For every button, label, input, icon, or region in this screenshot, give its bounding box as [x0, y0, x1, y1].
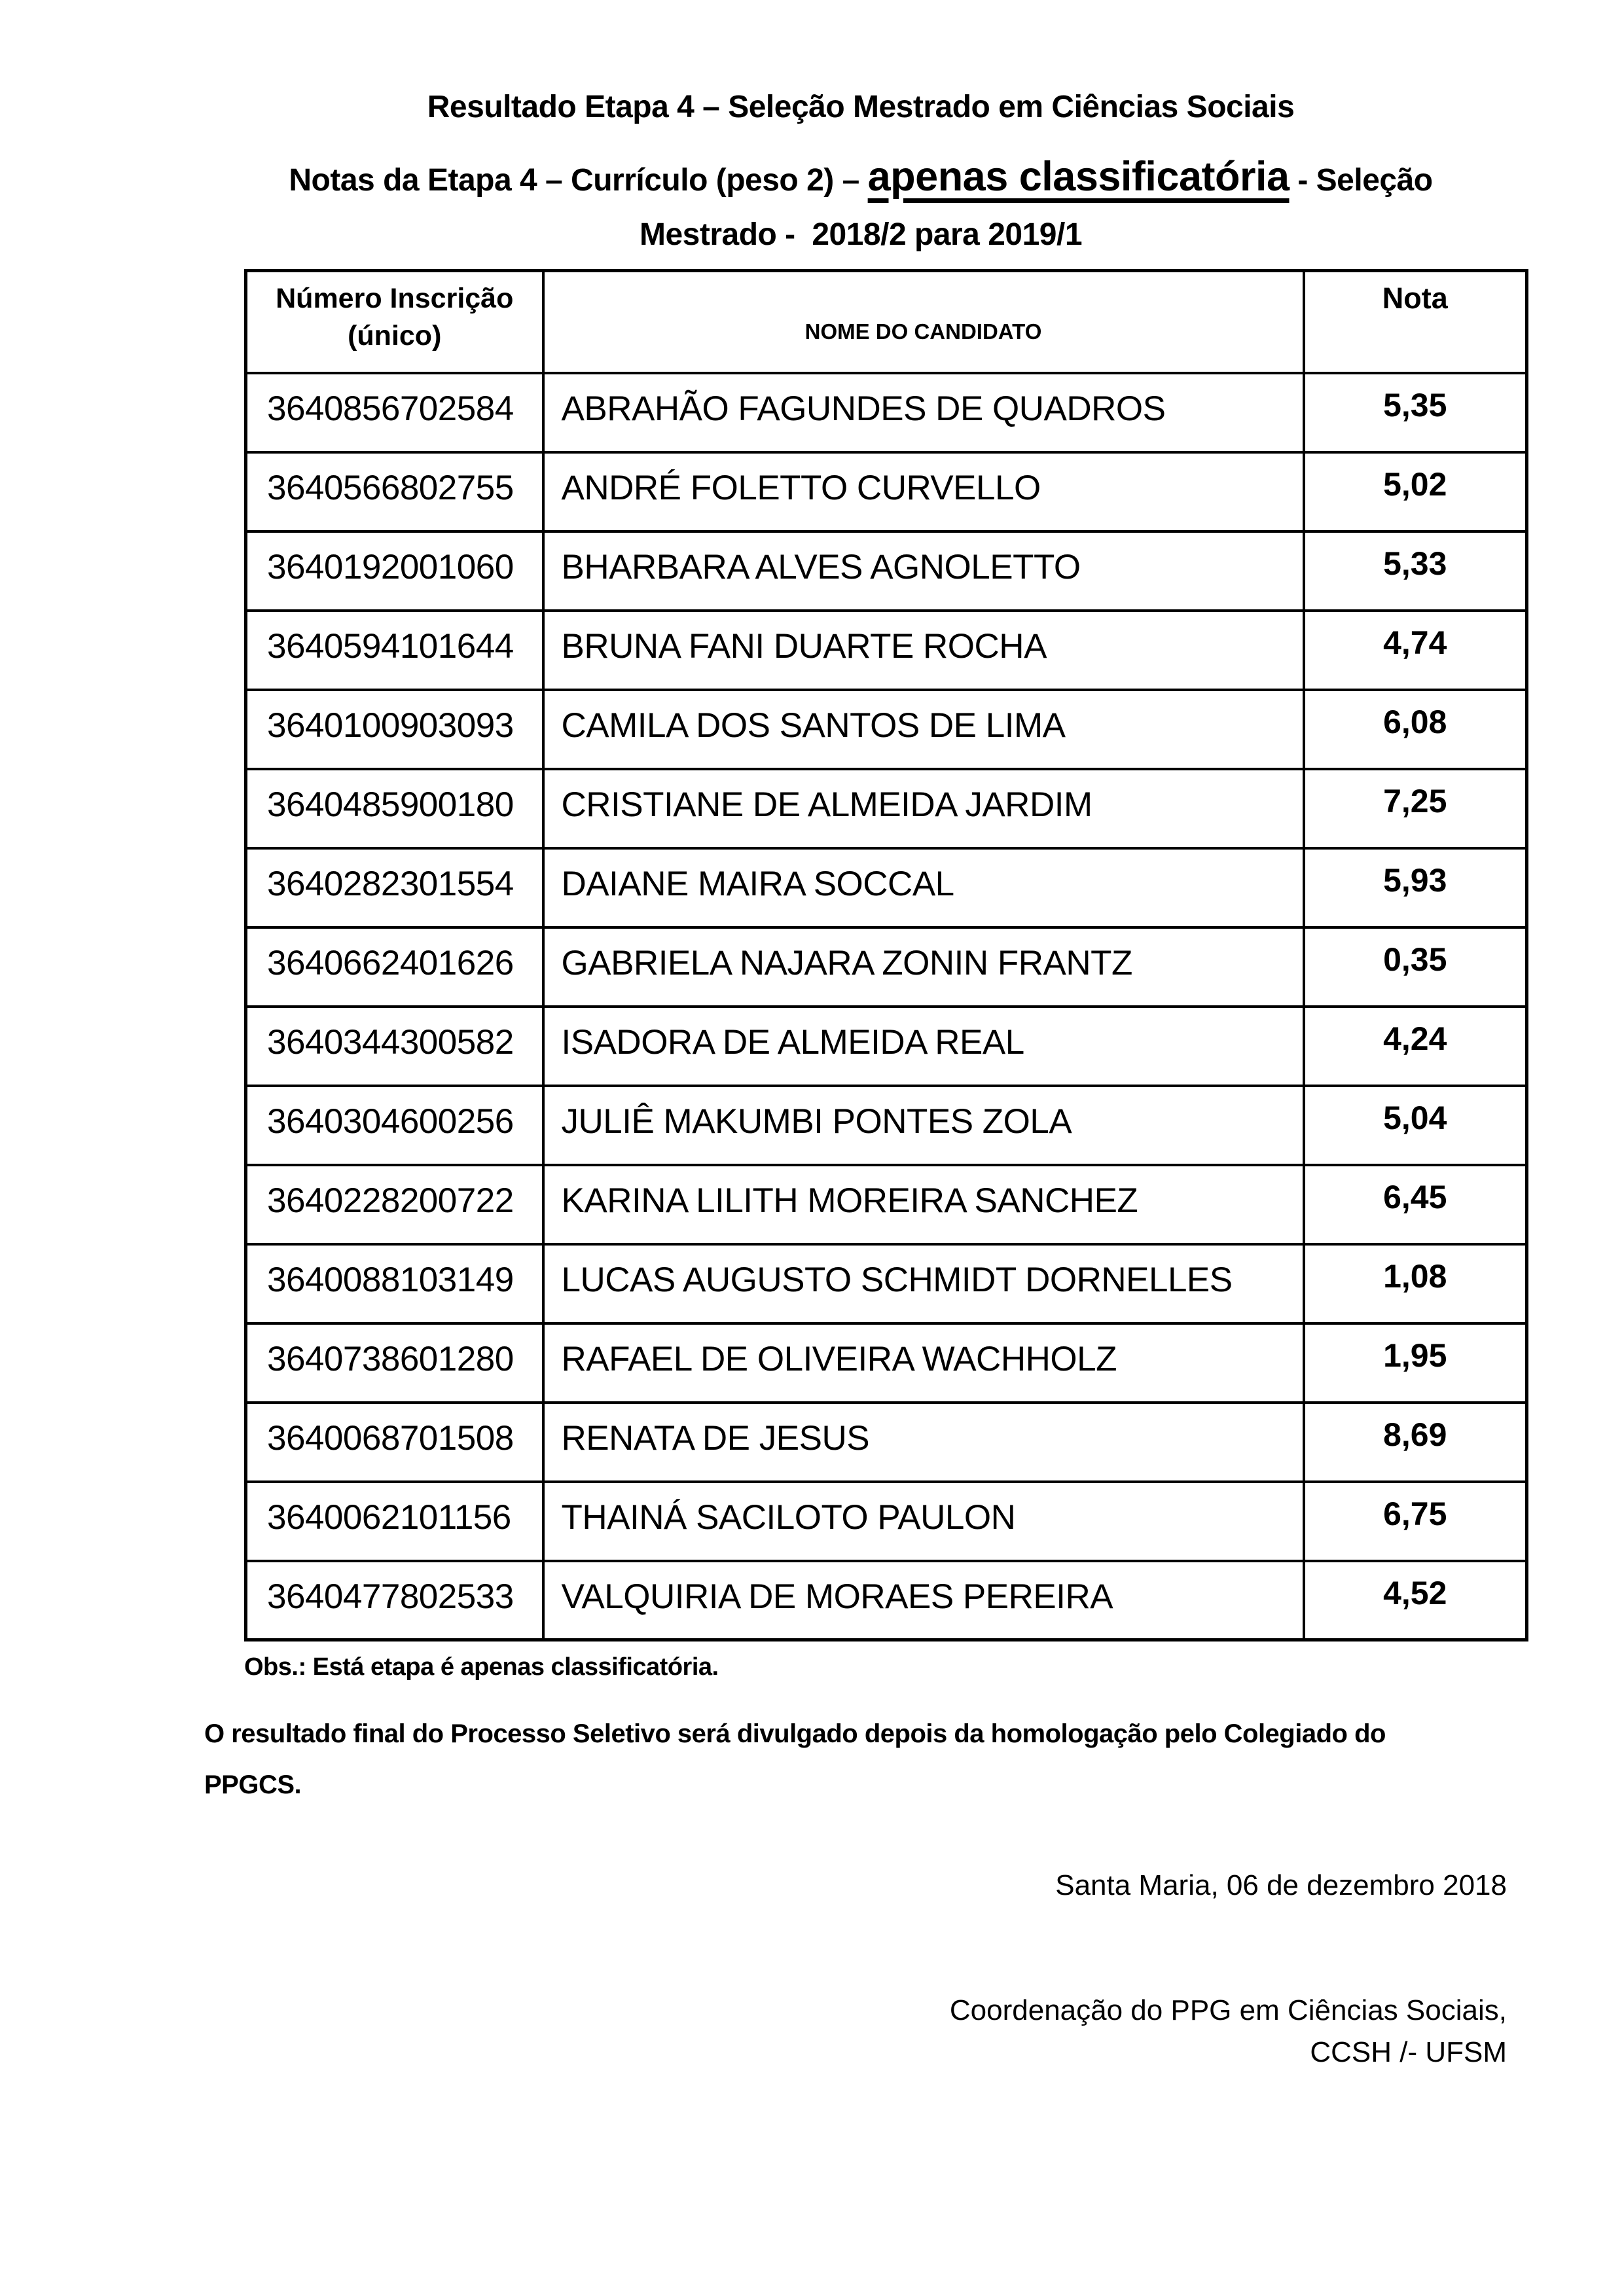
inscricao-cell: 3640062101156: [246, 1482, 543, 1561]
nome-cell: JULIÊ MAKUMBI PONTES ZOLA: [543, 1086, 1304, 1165]
nota-cell: 4,52: [1304, 1561, 1527, 1640]
table-body: [246, 373, 1527, 1640]
nota-cell: 5,04: [1304, 1086, 1527, 1165]
nome-cell: GABRIELA NAJARA ZONIN FRANTZ: [543, 927, 1304, 1007]
nota-cell: 5,33: [1304, 531, 1527, 611]
header-inscricao: [246, 271, 543, 373]
nome-cell: KARINA LILITH MOREIRA SANCHEZ: [543, 1165, 1304, 1244]
nome-cell: BRUNA FANI DUARTE ROCHA: [543, 611, 1304, 690]
nome-cell: BHARBARA ALVES AGNOLETTO: [543, 531, 1304, 611]
result-note: [204, 1708, 1386, 1810]
inscricao-cell: 3640088103149: [246, 1244, 543, 1323]
nota-cell: 8,69: [1304, 1403, 1527, 1482]
signature-line2: CCSH /- UFSM: [1310, 2036, 1507, 2068]
result-note-line2: PPGCS.: [204, 1770, 302, 1799]
header-nome: NOME DO CANDIDATO: [543, 271, 1304, 373]
nota-cell: 5,93: [1304, 848, 1527, 927]
table-row: [246, 1403, 1527, 1482]
header-inscricao-line1: Número Inscrição: [276, 283, 514, 314]
table-row: [246, 1561, 1527, 1640]
table-row: [246, 1323, 1527, 1403]
table-row: [246, 690, 1527, 769]
table-row: [246, 1482, 1527, 1561]
header-nota: Nota: [1304, 271, 1527, 373]
table-row: [246, 531, 1527, 611]
signature-line1: Coordenação do PPG em Ciências Sociais,: [949, 1994, 1507, 2026]
subtitle-line1: [134, 147, 1587, 211]
inscricao-cell: 3640100903093: [246, 690, 543, 769]
nome-cell: VALQUIRIA DE MORAES PEREIRA: [543, 1561, 1304, 1640]
nome-cell: CAMILA DOS SANTOS DE LIMA: [543, 690, 1304, 769]
subtitle-prefix: Notas da Etapa 4 – Currículo (peso 2) –: [289, 163, 868, 198]
subtitle-highlight: apenas classificatória: [867, 154, 1290, 200]
nota-cell: 1,95: [1304, 1323, 1527, 1403]
nota-cell: 6,75: [1304, 1482, 1527, 1561]
obs-note: Obs.: Está etapa é apenas classificatória.: [244, 1653, 719, 1681]
header-inscricao-line2: (único): [348, 320, 442, 351]
inscricao-cell: 3640477802533: [246, 1561, 543, 1640]
inscricao-cell: 3640662401626: [246, 927, 543, 1007]
inscricao-cell: 3640068701508: [246, 1403, 543, 1482]
nome-cell: ABRAHÃO FAGUNDES DE QUADROS: [543, 373, 1304, 452]
nota-cell: 4,74: [1304, 611, 1527, 690]
nome-cell: ISADORA DE ALMEIDA REAL: [543, 1007, 1304, 1086]
table-row: [246, 1007, 1527, 1086]
nome-cell: ANDRÉ FOLETTO CURVELLO: [543, 452, 1304, 531]
nome-cell: THAINÁ SACILOTO PAULON: [543, 1482, 1304, 1561]
inscricao-cell: 3640856702584: [246, 373, 543, 452]
nome-cell: LUCAS AUGUSTO SCHMIDT DORNELLES: [543, 1244, 1304, 1323]
inscricao-cell: 3640304600256: [246, 1086, 543, 1165]
subtitle-suffix: - Seleção: [1289, 163, 1433, 198]
table-header: [246, 271, 1527, 373]
table-row: [246, 452, 1527, 531]
nome-cell: DAIANE MAIRA SOCCAL: [543, 848, 1304, 927]
header-row: [246, 271, 1527, 373]
table-row: [246, 611, 1527, 690]
nota-cell: 1,08: [1304, 1244, 1527, 1323]
page-title: Resultado Etapa 4 – Seleção Mestrado em Ciências Sociais: [427, 90, 1295, 124]
table-row: [246, 848, 1527, 927]
result-note-line1: O resultado final do Processo Seletivo será divulgado depois da homologação pelo Colegiado do: [204, 1719, 1386, 1748]
nome-cell: RENATA DE JESUS: [543, 1403, 1304, 1482]
table-row: [246, 373, 1527, 452]
table-row: [246, 1165, 1527, 1244]
subtitle-line2: Mestrado - 2018/2 para 2019/1: [639, 217, 1083, 252]
signature-block: [950, 1990, 1507, 2073]
nota-cell: 0,35: [1304, 927, 1527, 1007]
date-line: Santa Maria, 06 de dezembro 2018: [1055, 1869, 1507, 1901]
inscricao-cell: 3640282301554: [246, 848, 543, 927]
table-row: [246, 1244, 1527, 1323]
nota-cell: 4,24: [1304, 1007, 1527, 1086]
table-row: [246, 769, 1527, 848]
nome-cell: RAFAEL DE OLIVEIRA WACHHOLZ: [543, 1323, 1304, 1403]
nota-cell: 7,25: [1304, 769, 1527, 848]
inscricao-cell: 3640594101644: [246, 611, 543, 690]
inscricao-cell: 3640566802755: [246, 452, 543, 531]
table-row: [246, 1086, 1527, 1165]
inscricao-cell: 3640485900180: [246, 769, 543, 848]
inscricao-cell: 3640192001060: [246, 531, 543, 611]
nome-cell: CRISTIANE DE ALMEIDA JARDIM: [543, 769, 1304, 848]
page-subtitle: [134, 147, 1587, 254]
table-row: [246, 927, 1527, 1007]
inscricao-cell: 3640738601280: [246, 1323, 543, 1403]
inscricao-cell: 3640228200722: [246, 1165, 543, 1244]
nota-cell: 6,45: [1304, 1165, 1527, 1244]
nota-cell: 5,35: [1304, 373, 1527, 452]
nota-cell: 6,08: [1304, 690, 1527, 769]
inscricao-cell: 3640344300582: [246, 1007, 543, 1086]
nota-cell: 5,02: [1304, 452, 1527, 531]
results-table: [244, 269, 1528, 1641]
